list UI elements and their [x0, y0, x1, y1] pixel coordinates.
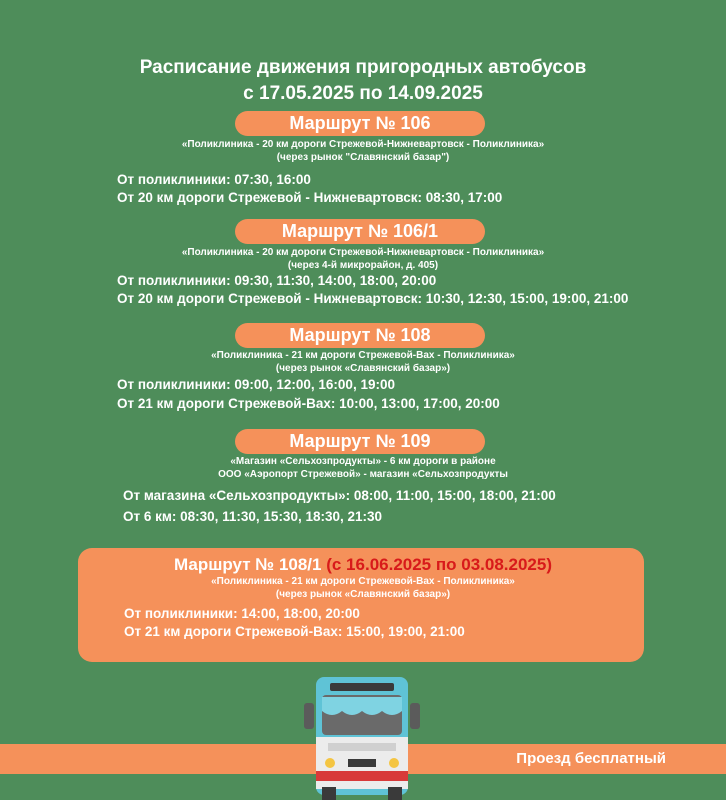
special-route-period: (с 16.06.2025 по 03.08.2025) — [326, 555, 552, 574]
free-ride-note: Проезд бесплатный — [516, 750, 666, 767]
page-title: Расписание движения пригородных автобусов — [139, 57, 587, 78]
route-106-1-badge: Маршрут № 106/1 — [235, 219, 485, 244]
page-subtitle: с 17.05.2025 по 14.09.2025 — [243, 83, 483, 104]
route-106-badge: Маршрут № 106 — [235, 111, 485, 136]
route-108-via: (через рынок «Славянский базар») — [275, 363, 451, 374]
special-route-via: (через рынок «Славянский базар») — [275, 589, 451, 600]
route-106-from-20km: От 20 км дороги Стрежевой - Нижневартовск: 08:30, 17:00 — [117, 190, 503, 205]
special-route-desc: «Поликлиника - 21 км дороги Стрежевой-Вах - Поликлиника» — [211, 576, 515, 587]
route-106-via: (через рынок "Славянский базар") — [276, 152, 450, 163]
route-109-from-6km: От 6 км: 08:30, 11:30, 15:30, 18:30, 21:30 — [123, 509, 383, 524]
route-109-desc: «Магазин «Сельхозпродукты» - 6 км дороги в районе — [230, 456, 496, 467]
special-route-name: Маршрут № 108/1 — [174, 555, 322, 574]
route-108-from-clinic: От поликлиники: 09:00, 12:00, 16:00, 19:00 — [117, 377, 395, 392]
route-106-1-desc: «Поликлиника - 20 км дороги Стрежевой-Нижневартовск - Поликлиника» — [181, 247, 545, 258]
special-route-title — [0, 555, 726, 575]
route-108-badge: Маршрут № 108 — [235, 323, 485, 348]
route-106-1-from-clinic: От поликлиники: 09:30, 11:30, 14:00, 18:00, 20:00 — [117, 273, 437, 288]
route-106-from-clinic: От поликлиники: 07:30, 16:00 — [117, 172, 311, 187]
route-109-from-shop: От магазина «Сельхозпродукты»: 08:00, 11:00, 15:00, 18:00, 21:00 — [123, 488, 556, 503]
bus-icon — [298, 675, 426, 800]
route-109-badge: Маршрут № 109 — [235, 429, 485, 454]
route-106-desc: «Поликлиника - 20 км дороги Стрежевой-Нижневартовск - Поликлиника» — [181, 139, 545, 150]
route-106-1-via: (через 4-й микрорайон, д. 405) — [287, 260, 439, 271]
special-route-from-21km: От 21 км дороги Стрежевой-Вах: 15:00, 19:00, 21:00 — [124, 624, 465, 639]
route-106-1-from-20km: От 20 км дороги Стрежевой - Нижневартовск: 10:30, 12:30, 15:00, 19:00, 21:00 — [117, 291, 629, 306]
route-108-from-21km: От 21 км дороги Стрежевой-Вах: 10:00, 13:00, 17:00, 20:00 — [117, 396, 500, 411]
special-route-from-clinic: От поликлиники: 14:00, 18:00, 20:00 — [124, 606, 360, 621]
route-108-desc: «Поликлиника - 21 км дороги Стрежевой-Вах - Поликлиника» — [211, 350, 515, 361]
route-109-desc-2: ООО «Аэропорт Стрежевой» - магазин «Сельхозпродукты — [218, 469, 508, 480]
